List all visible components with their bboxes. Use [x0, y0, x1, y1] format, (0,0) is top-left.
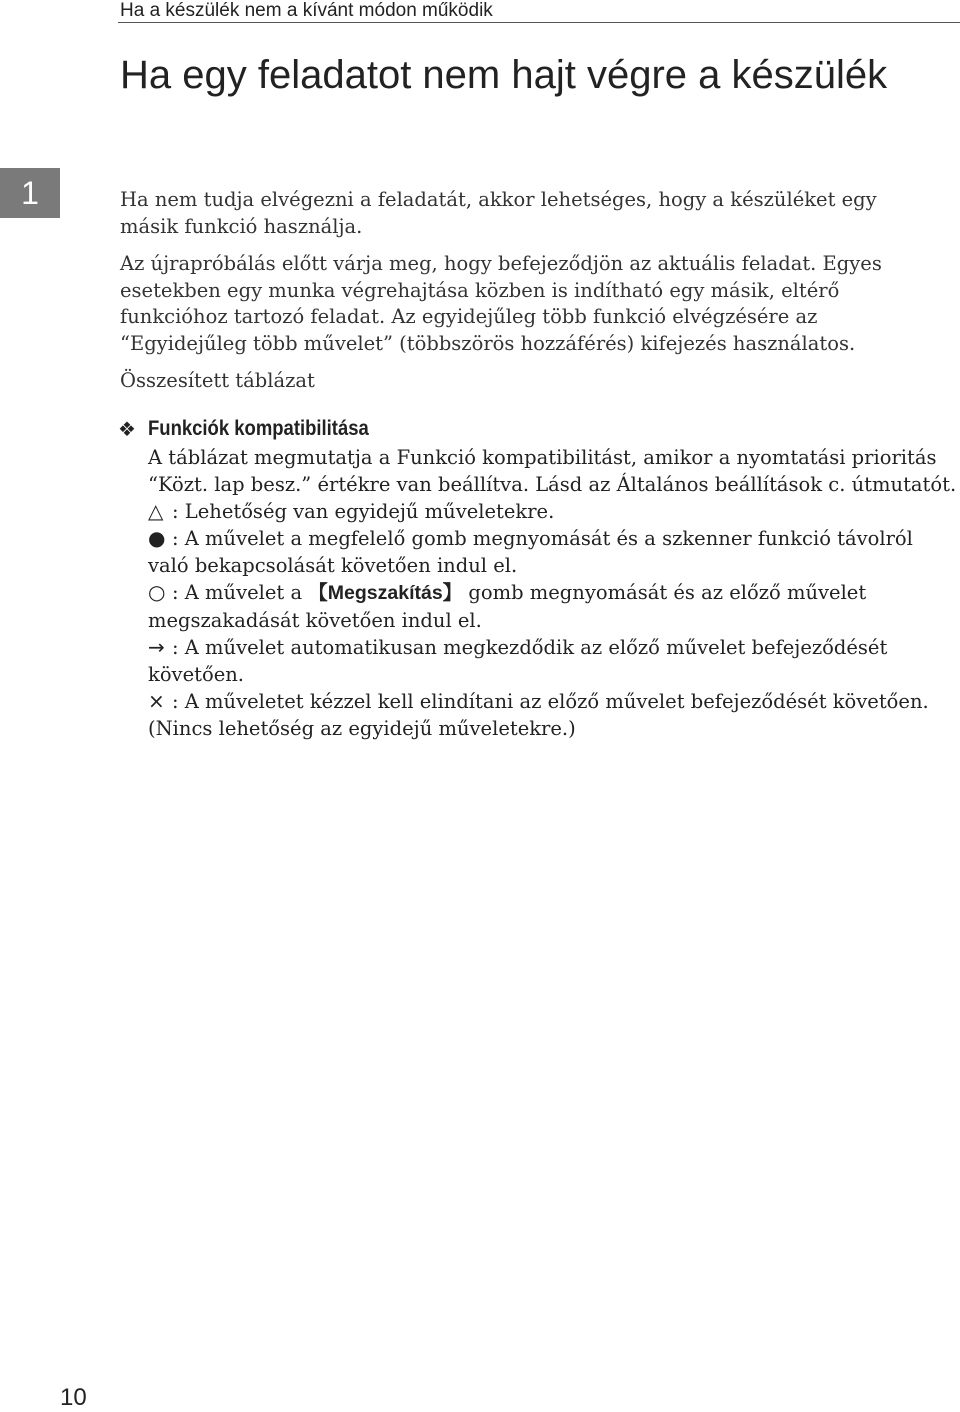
running-header: Ha a készülék nem a kívánt módon működik	[120, 0, 493, 21]
legend-item-circle	[148, 579, 958, 634]
legend-item-filled-circle	[148, 525, 958, 579]
interrupt-key-label: 【Megszakítás】	[308, 582, 463, 604]
legend-text: : A művelet automatikusan megkezdődik az előző művelet befejeződését követően.	[148, 636, 888, 686]
summary-table-link[interactable]: Összesített táblázat	[120, 369, 315, 392]
legend-item-triangle	[148, 498, 958, 525]
section-body	[148, 444, 958, 742]
legend-text: : Lehetőség van egyidejű műveletekre.	[172, 500, 555, 523]
filled-circle-icon: ●	[148, 526, 166, 550]
compatibility-section	[118, 414, 958, 742]
triangle-icon: △	[148, 499, 164, 523]
legend-text: gomb megnyomását és az előző művelet megszakadását követően indul el.	[148, 581, 867, 632]
section-title: Funkciók kompatibilitása	[148, 417, 369, 440]
page-title: Ha egy feladatot nem hajt végre a készülék	[120, 53, 888, 97]
legend-text: : A művelet a megfelelő gomb megnyomását és a szkenner funkció távolról való bekapcsolását követően indul el.	[148, 527, 913, 577]
paragraph-intro: Ha nem tudja elvégezni a feladatát, akkor lehetséges, hogy a készüléket egy másik funkció használja.	[120, 188, 877, 238]
section-heading	[118, 414, 958, 444]
chapter-tab: 1	[0, 168, 60, 218]
section-intro: A táblázat megmutatja a Funkció kompatibilitást, amikor a nyomtatási prioritás “Közt. lap besz.” értékre van beállítva. Lásd az Általános beállítások c. útmutatót.	[148, 446, 957, 496]
page-number: 10	[60, 1384, 87, 1411]
legend-text: : A művelet a	[172, 581, 309, 604]
paragraph-retry: Az újrapróbálás előtt várja meg, hogy befejeződjön az aktuális feladat. Egyes esetekben egy munka végrehajtása közben is indítható egy másik, eltérő funkcióhoz tartozó feladat. Az egyidejűleg több funkció elvégzésére az “Egyidejűleg több művelet” (többszörös hozzáférés) kifejezés használatos.	[120, 252, 882, 355]
header-rule	[118, 22, 960, 23]
legend-item-cross	[148, 688, 958, 742]
legend-text: : A műveletet kézzel kell elindítani az előző művelet befejeződését követően. (Nincs lehetőség az egyidejű műveletekre.)	[148, 690, 929, 740]
cross-icon: ×	[148, 689, 165, 713]
diamond-bullet-icon: ❖	[118, 417, 136, 441]
arrow-right-icon: →	[148, 635, 165, 659]
circle-icon: ○	[148, 580, 166, 604]
legend-item-arrow	[148, 634, 958, 688]
